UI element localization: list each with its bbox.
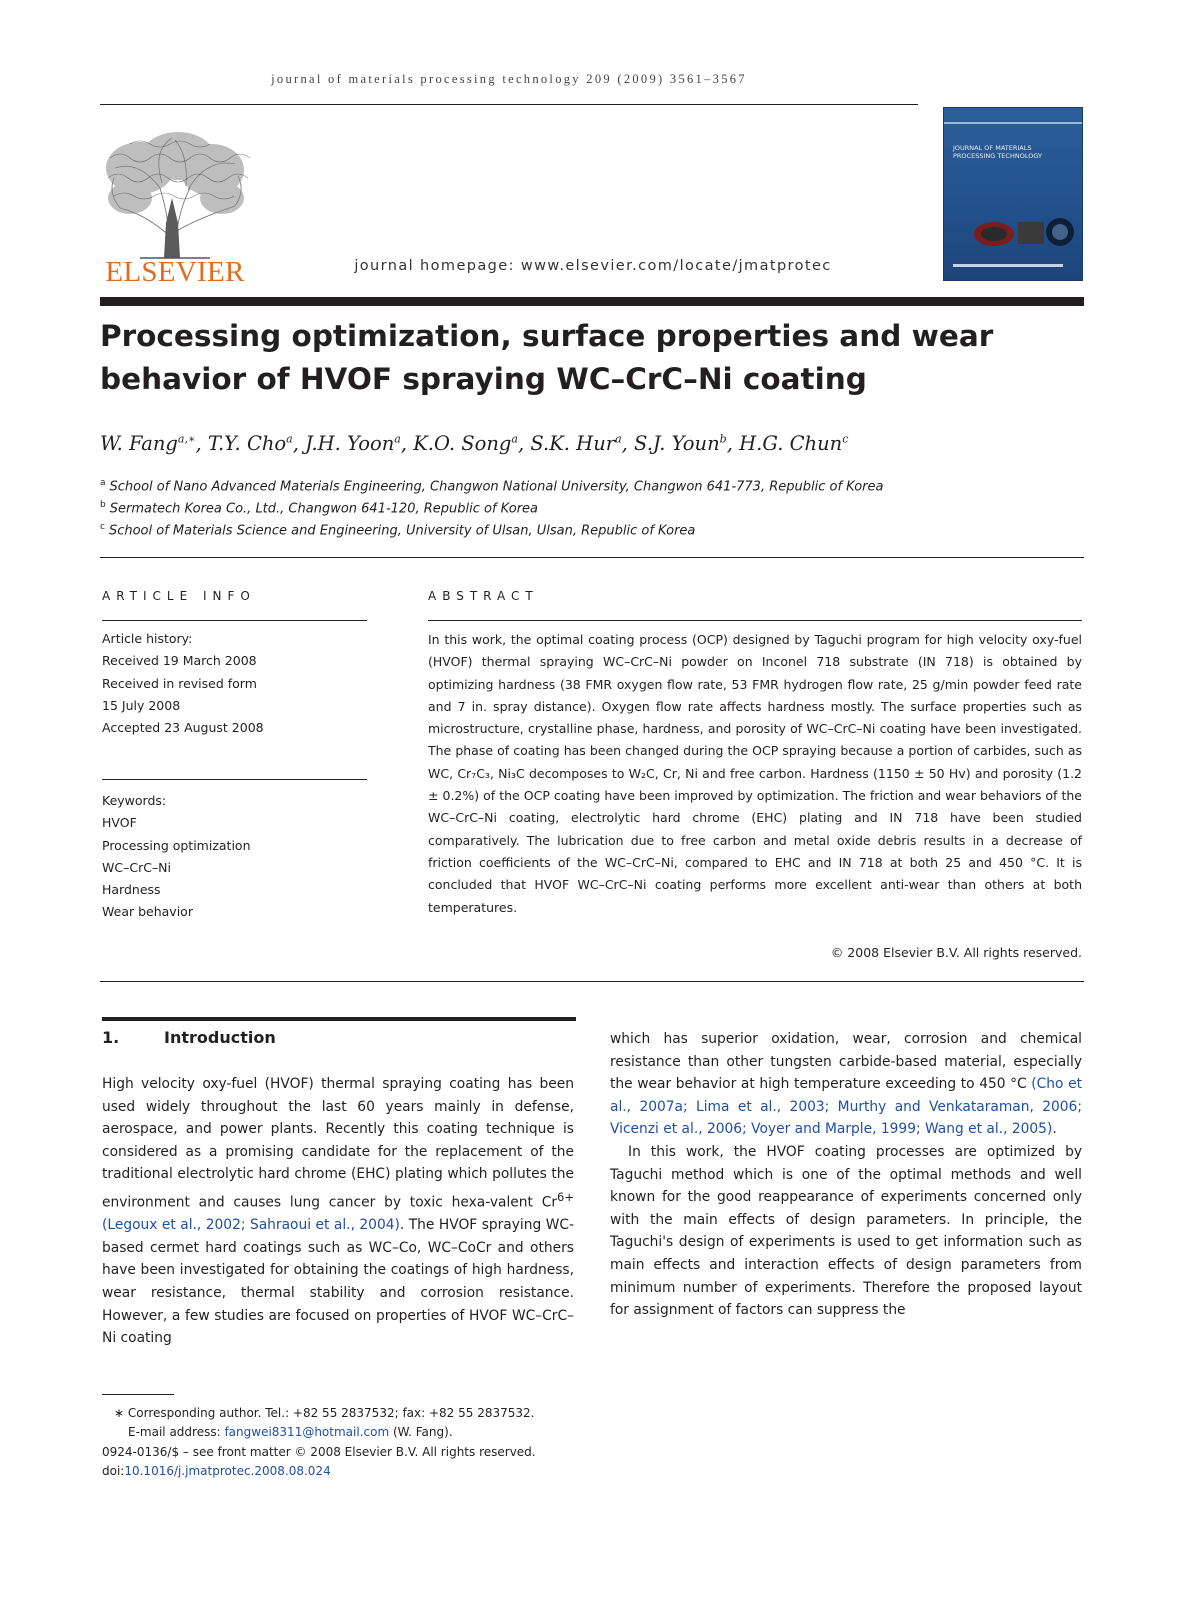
article-info-rule (102, 620, 367, 621)
article-info-heading: ARTICLE INFO (102, 589, 256, 603)
homepage-label: journal homepage: (354, 258, 521, 274)
author: S.K. Hur$^a$ (530, 432, 622, 455)
citation-link[interactable]: (Cho et al., 2007a; Lima et al., 2003; Murthy and Venkataraman, 2006; Vicenzi et al., 2006; Voyer and Marple, 1999; Wang et al., 2005) (610, 1076, 1082, 1138)
cover-title: JOURNAL OF MATERIALS PROCESSING TECHNOLOGY (953, 144, 1043, 160)
masthead-rule (100, 297, 1084, 306)
corresponding-author-note: ∗ Corresponding author. Tel.: +82 55 2837532; fax: +82 55 2837532. (114, 1406, 535, 1420)
affiliation: $^c$ School of Materials Science and Engineering, University of Ulsan, Ulsan, Republic of Korea (100, 522, 696, 539)
author: T.Y. Cho$^a$ (207, 432, 293, 455)
affiliation: $^a$ School of Nano Advanced Materials Engineering, Changwon National University, Changwon 641-773, Republic of Korea (100, 478, 884, 495)
article-history (102, 628, 372, 739)
author: W. Fang$^{a,∗}$ (100, 432, 196, 455)
journal-homepage (268, 258, 918, 274)
section-rule (102, 1017, 576, 1021)
author: S.J. Youn$^b$ (634, 432, 727, 455)
abstract-copyright: © 2008 Elsevier B.V. All rights reserved. (830, 945, 1082, 960)
cover-footer (953, 264, 1063, 267)
paragraph: which has superior oxidation, wear, corrosion and chemical resistance than other tungsten carbide-based material, especially the wear behavior at high temperature exceeding to 450 °C (Cho et al., 2007a; Lima et al., 2003; Murthy and Venkataraman, 2006; Vicenzi et al., 2006; Voyer and Marple, 1999; Wang et al., 2005). (610, 1031, 1082, 1138)
keyword: WC–CrC–Ni (102, 859, 172, 875)
history-item: Received 19 March 2008 (102, 653, 257, 669)
keyword: HVOF (102, 815, 137, 831)
paragraph: High velocity oxy-fuel (HVOF) thermal spraying coating has been used widely throughout the last 60 years mainly in defense, aerospace, and power plants. Recently this coating technique is considered as a promising candidate for the replacement of the traditional electrolytic hard chrome (EHC) plating which pollutes the environment and causes lung cancer by toxic hexa-valent $Cr^{6+}$ (Legoux et al., 2002; Sahraoui et al., 2004). The HVOF spraying WC-based cermet hard coatings such as WC–Co, WC–CoCr and others have been investigated for obtaining the coatings of high hardness, wear resistance, thermal stability and corrosion resistance. However, a few studies are focused on properties of HVOF WC–CrC–Ni coating (102, 1076, 574, 1347)
keywords (102, 790, 372, 924)
author: K.O. Song$^a$ (413, 432, 518, 455)
body-column-right (610, 1028, 1082, 1322)
affiliation-rule (100, 557, 1084, 558)
abstract-heading: ABSTRACT (428, 589, 539, 603)
history-label: Article history: (102, 631, 193, 646)
elsevier-tree-logo (100, 128, 250, 260)
keyword: Hardness (102, 882, 161, 898)
abstract-bottom-rule (100, 981, 1084, 982)
citation-link[interactable]: (Legoux et al., 2002; Sahraoui et al., 2004) (102, 1217, 400, 1234)
section-title: Introduction (164, 1028, 276, 1047)
keyword: Wear behavior (102, 904, 193, 920)
author: H.G. Chun$^c$ (739, 432, 849, 455)
paragraph: In this work, the HVOF coating processes are optimized by Taguchi method which is one of the optimal methods and well known for the good reappearance of experiments concerned only with the main effects of design parameters. In principle, the Taguchi's design of experiments is used to get information such as main effects and interaction effects of design parameters from minimum number of experiments. Therefore the proposed layout for assignment of factors can suppress the (610, 1143, 1082, 1319)
footnotes (102, 1404, 622, 1481)
email-note: E-mail address: fangwei8311@hotmail.com (W. Fang). (128, 1425, 453, 1440)
section-number: 1. (102, 1028, 120, 1047)
author-list: W. Fang$^{a,∗}$, T.Y. Cho$^a$, J.H. Yoon$^a$, K.O. Song$^a$, S.K. Hur$^a$, S.J. Youn$^b$, H.G. Chun$^c$ (100, 432, 849, 455)
journal-cover-image (943, 107, 1083, 281)
doi-note: doi:10.1016/j.jmatprotec.2008.08.024 (102, 1463, 331, 1478)
homepage-link[interactable]: www.elsevier.com/locate/jmatprotec (520, 258, 832, 274)
issn-note: 0924-0136/$ – see front matter © 2008 Elsevier B.V. All rights reserved. (102, 1444, 536, 1459)
keywords-label: Keywords: (102, 793, 167, 808)
abstract-rule (428, 620, 1082, 621)
section-heading (102, 1028, 572, 1047)
body-column-left (102, 1073, 574, 1350)
history-item: 15 July 2008 (102, 697, 181, 713)
cover-stripe (944, 122, 1082, 124)
author: J.H. Yoon$^a$ (305, 432, 401, 455)
history-item: Received in revised form (102, 675, 257, 691)
publisher-logo-text: ELSEVIER (105, 256, 245, 288)
running-head: journal of materials processing technology 209 (2009) 3561–3567 (271, 72, 747, 86)
affiliation: $^b$ Sermatech Korea Co., Ltd., Changwon 641-120, Republic of Korea (100, 500, 539, 517)
article-title: Processing optimization, surface properties and wear behavior of HVOF spraying WC–CrC–Ni coating (100, 319, 994, 396)
email-link[interactable]: fangwei8311@hotmail.com (224, 1425, 390, 1440)
doi-link[interactable]: 10.1016/j.jmatprotec.2008.08.024 (124, 1463, 331, 1478)
header-rule (100, 104, 918, 105)
keywords-rule (102, 779, 367, 780)
keyword: Processing optimization (102, 837, 251, 853)
history-item: Accepted 23 August 2008 (102, 720, 264, 736)
footnote-rule (102, 1394, 174, 1395)
cover-illustration (972, 216, 1076, 250)
abstract-text: In this work, the optimal coating process (OCP) designed by Taguchi program for high velocity oxy-fuel (HVOF) thermal spraying WC–CrC–Ni powder on Inconel 718 substrate (IN 718) is obtained by optimizing hardness (38 FMR oxygen flow rate, 53 FMR hydrogen flow rate, 25 g/min powder feed rate and 7 in. spray distance). Oxygen flow rate affects hardness mostly. The surface properties such as microstructure, crystalline phase, hardness, and porosity of WC–CrC–Ni coating have been investigated. The phase of coating has been changed during the OCP spraying because a portion of carbides, such as WC, Cr₇C₃, Ni₃C decomposes to W₂C, Cr, Ni and free carbon. Hardness (1150 ± 50 Hv) and porosity (1.2 ± 0.2%) of the OCP coating have been improved by optimization. The friction and wear behaviors of the WC–CrC–Ni coating, electrolytic hard chrome (EHC) plating and IN 718 have been studied comparatively. The lubrication due to free carbon and metal oxide debris results in a decrease of friction coefficients of the WC–CrC–Ni, compared to EHC and IN 718 at both 25 and 450 °C. It is concluded that HVOF WC–CrC–Ni coating performs more excellent anti-wear than others at both temperatures. (428, 632, 1082, 915)
